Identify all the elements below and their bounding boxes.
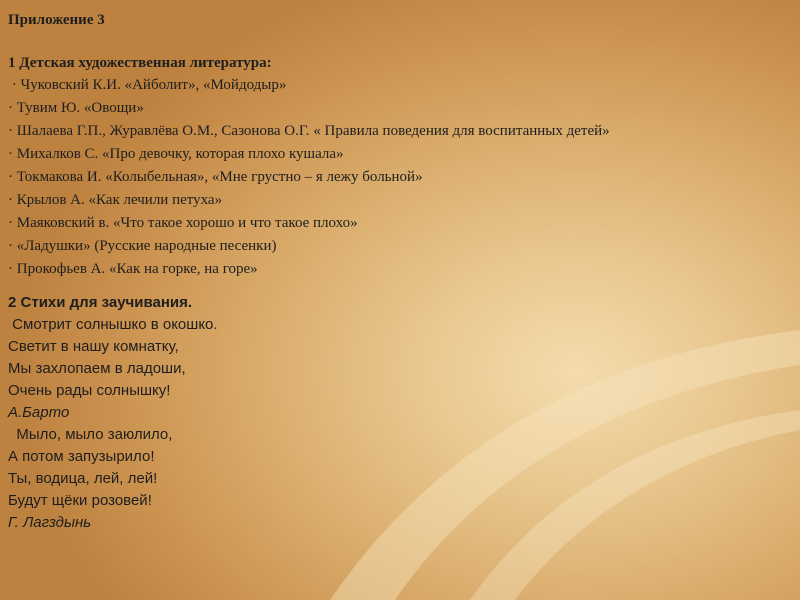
poem-line: Мыло, мыло заюлило, bbox=[8, 426, 173, 443]
poem-line: А потом запузырило! bbox=[8, 448, 155, 465]
appendix-title: Приложение 3 bbox=[8, 12, 105, 28]
literature-item: · Крылов А. «Как лечили петуха» bbox=[8, 192, 223, 208]
literature-heading: 1 Детская художественная литература: bbox=[8, 55, 272, 71]
poems-heading: 2 Стихи для заучивания. bbox=[8, 294, 193, 311]
poem-line: Будут щёки розовей! bbox=[8, 492, 152, 509]
slide-content bbox=[8, 6, 792, 596]
literature-item: · Чуковский К.И. «Айболит», «Мойдодыр» bbox=[8, 77, 287, 93]
literature-item: · Токмакова И. «Колыбельная», «Мне грустно – я лежу больной» bbox=[8, 169, 423, 185]
literature-item: · «Ладушки» (Русские народные песенки) bbox=[8, 238, 277, 254]
literature-item: · Прокофьев А. «Как на горке, на горе» bbox=[8, 261, 258, 277]
literature-item: · Маяковский в. «Что такое хорошо и что такое плохо» bbox=[8, 215, 358, 231]
poem-line: Светит в нашу комнатку, bbox=[8, 338, 179, 355]
literature-item: · Тувим Ю. «Овощи» bbox=[8, 100, 144, 116]
poem-author: Г. Лагздынь bbox=[8, 514, 92, 531]
poem-line: Смотрит солнышко в окошко. bbox=[8, 316, 218, 333]
poem-line: Мы захлопаем в ладоши, bbox=[8, 360, 186, 377]
poem-line: Ты, водица, лей, лей! bbox=[8, 470, 158, 487]
literature-item: · Шалаева Г.П., Журавлёва О.М., Сазонова О.Г. « Правила поведения для воспитанных детей» bbox=[8, 123, 610, 139]
poem-line: Очень рады солнышку! bbox=[8, 382, 171, 399]
literature-item: · Михалков С. «Про девочку, которая плохо кушала» bbox=[8, 146, 344, 162]
poem-author: А.Барто bbox=[8, 404, 70, 421]
